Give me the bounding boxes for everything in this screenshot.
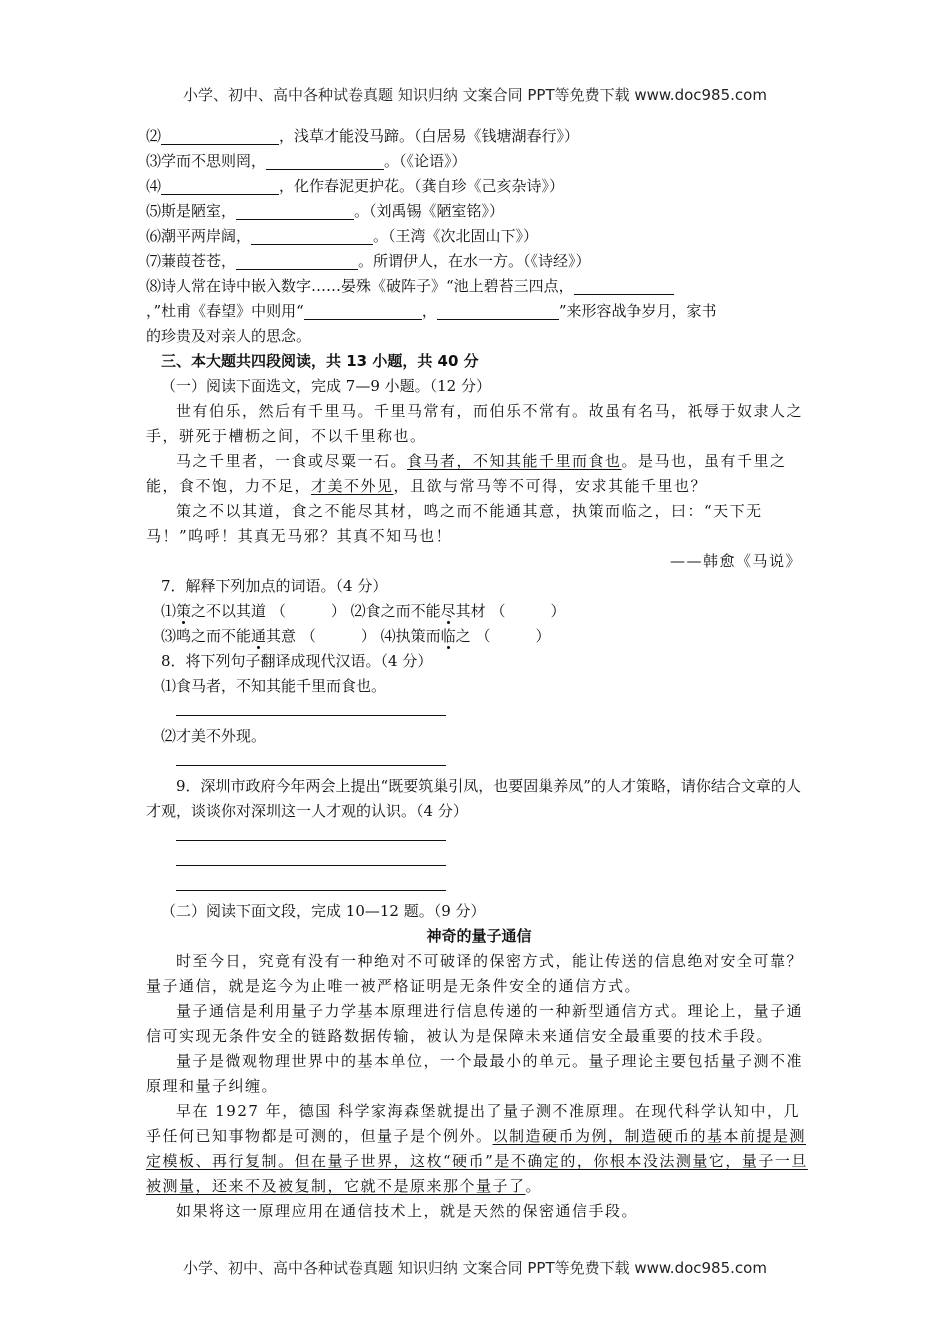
poem-line-8c: 的珍贵及对亲人的思念。	[146, 327, 312, 345]
passage-para-2: 马之千里者，一食或尽粟一石。食马者，不知其能千里而食也。是马也，虽有千里之能，食不饱，力不足，才美不外见，且欲与常马等不可得，安求其能千里也？	[146, 452, 787, 495]
page-footer: 小学、初中、高中各种试卷真题 知识归纳 文案合同 PPT等免费下载 www.doc985.com	[183, 1259, 767, 1277]
article-para-2: 量子通信是利用量子力学基本原理进行信息传递的一种新型通信方式。理论上，量子通信可实现无条件安全的链路数据传输，被认为是保障未来通信安全最重要的技术手段。	[146, 1002, 804, 1045]
fill-blank[interactable]	[304, 302, 422, 320]
question-8: 8．将下列句子翻译成现代汉语。（4 分）	[161, 652, 433, 670]
part1-intro: （一）阅读下面选文，完成 7—9 小题。（12 分）	[161, 377, 491, 395]
answer-paren[interactable]: （ ）	[270, 602, 346, 620]
poem-line-7: ⑺蒹葭苍苍， 。所谓伊人，在水一方。（《诗经》）	[146, 252, 591, 270]
fill-blank[interactable]	[251, 227, 373, 245]
page-content	[146, 124, 812, 1224]
poem-line-6: ⑹潮平两岸阔， 。（王湾《次北固山下》）	[146, 227, 539, 245]
poem-line-5: ⑸斯是陋室， 。（刘禹锡《陋室铭》）	[146, 202, 505, 220]
page-header: 小学、初中、高中各种试卷真题 知识归纳 文案合同 PPT等免费下载 www.doc985.com	[183, 86, 767, 104]
answer-line[interactable]	[146, 849, 812, 874]
q7-items-row-1: ⑴策之不以其道 （ ） ⑵食之而不能尽其材 （ ）	[146, 599, 812, 624]
article-para-5: 如果将这一原理应用在通信技术上，就是天然的保密通信手段。	[176, 1202, 639, 1220]
answer-paren[interactable]: （ ）	[475, 627, 551, 645]
question-9: 9．深圳市政府今年两会上提出“既要筑巢引凤，也要固巢养凤”的人才策略，请你结合文章的人才观，谈谈你对深圳这一人才观的认识。（4 分）	[146, 777, 801, 820]
article-para-4: 早在 1927 年，德国 科学家海森堡就提出了量子测不准原理。在现代科学认知中，几乎任何已知事物都是可测的，但量子是个例外。以制造硬币为例，制造硬币的基本前提是测定模板、再行复制。但在量子世界，这枚“硬币”是不确定的，你根本没法测量它，量子一旦被测量，还来不及被复制，它就不是原来那个量子了。	[146, 1102, 808, 1195]
fill-blank[interactable]	[437, 302, 559, 320]
fill-blank[interactable]	[236, 252, 358, 270]
passage-para-1: 世有伯乐，然后有千里马。千里马常有，而伯乐不常有。故虽有名马，祇辱于奴隶人之手，骈死于槽枥之间，不以千里称也。	[146, 402, 804, 445]
article-para-3: 量子是微观物理世界中的基本单位，一个最最小的单元。量子理论主要包括量子测不准原理和量子纠缠。	[146, 1052, 804, 1095]
article-title: 神奇的量子通信	[426, 927, 532, 945]
passage-source: ——韩愈《马说》	[669, 552, 802, 570]
fill-blank[interactable]	[266, 152, 384, 170]
underlined-sentence: 食马者，不知其能千里而食也	[407, 452, 622, 470]
fill-blank[interactable]	[161, 177, 279, 195]
fill-blank[interactable]	[574, 277, 674, 295]
fill-blank[interactable]	[236, 202, 354, 220]
answer-paren[interactable]: （ ）	[490, 602, 566, 620]
poem-line-2: ⑵ ，浅草才能没马蹄。（白居易《钱塘湖春行》）	[146, 127, 580, 145]
underlined-sentence: 才美不外见	[311, 477, 394, 495]
answer-line[interactable]	[146, 749, 812, 774]
answer-line[interactable]	[146, 874, 812, 899]
answer-paren[interactable]: （ ）	[300, 627, 376, 645]
poem-line-8b: ，”杜甫《春望》中则用“ ， ”来形容战争岁月，家书	[146, 302, 717, 320]
fill-blank[interactable]	[161, 127, 279, 145]
answer-line[interactable]	[146, 824, 812, 849]
article-para-1: 时至今日，究竟有没有一种绝对不可破译的保密方式，能让传送的信息绝对安全可靠？量子通信，就是迄今为止唯一被严格证明是无条件安全的通信方式。	[146, 952, 804, 995]
part2-intro: （二）阅读下面文段，完成 10—12 题。（9 分）	[161, 902, 486, 920]
question-7: 7．解释下列加点的词语。（4 分）	[161, 577, 388, 595]
passage-para-3: 策之不以其道，食之不能尽其材，鸣之而不能通其意，执策而临之，曰：“天下无马！”呜呼！其真无马邪？其真不知马也！	[146, 502, 763, 545]
underlined-sentence: 以制造硬币为例，制造硬币的基本前提是测定模板、再行复制。但在量子世界，这枚“硬币”是不确定的，你根本没法测量它，量子一旦被测量，还来不及被复制，它就不是原来那个量子了	[146, 1127, 808, 1195]
q7-items-row-2: ⑶鸣之而不能通其意 （ ） ⑷执策而临之 （ ）	[146, 624, 812, 649]
answer-line[interactable]	[146, 699, 812, 724]
poem-line-3: ⑶学而不思则罔， 。（《论语》）	[146, 152, 467, 170]
section-title: 三、本大题共四段阅读，共 13 小题，共 40 分	[161, 352, 479, 370]
q8-item-1: ⑴食马者，不知其能千里而食也。	[161, 677, 387, 695]
q8-item-2: ⑵才美不外现。	[161, 727, 267, 745]
poem-line-4: ⑷ ，化作春泥更护花。（龚自珍《己亥杂诗》）	[146, 177, 565, 195]
poem-line-8: ⑻诗人常在诗中嵌入数字……晏殊《破阵子》“池上碧苔三四点，	[146, 274, 812, 299]
